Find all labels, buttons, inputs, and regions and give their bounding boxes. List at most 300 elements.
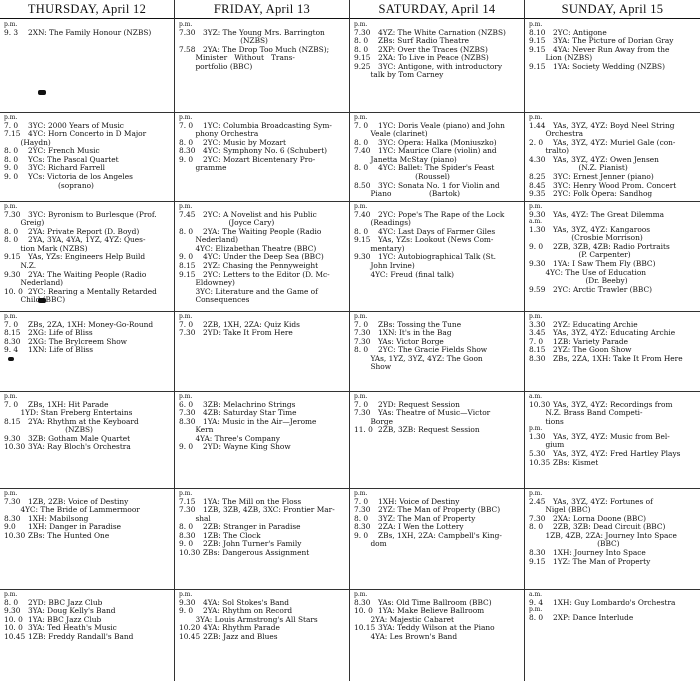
program-title: 2ZB: John Turner's Family [203, 539, 302, 549]
program-title: 2XP: Dance Interlude [553, 612, 634, 622]
program-title: 2YC: Pope's The Rape of the Lock [378, 209, 505, 219]
program-title: YAs, 3YZ, 4YZ: Kangaroos [553, 224, 651, 234]
program-continuation: Orchestra [529, 129, 584, 139]
program-continuation: Piano (Bartok) [354, 189, 461, 199]
program-time: 4.30 [529, 154, 546, 164]
program-continuation: (soprano) [4, 180, 94, 190]
program-continuation: (Readings) [354, 218, 411, 228]
program-continuation: dom [354, 539, 387, 549]
program-title: YAs, 3YZ, 4YZ: Muriel Gale (con- [553, 137, 676, 147]
program-title: YAs: Victor Borge [378, 336, 444, 346]
program-title: 2YC: Folk Opera: Sandhog [553, 189, 653, 199]
time-period-label: p.m. [179, 115, 193, 121]
program-time: 8. 0 [4, 154, 19, 164]
program-time: 9.30 [4, 606, 21, 616]
program-title: 2YA: The Drop Too Much (NZBS); [203, 44, 330, 54]
saturday-header: SATURDAY, April 14 [350, 0, 524, 19]
sunday-listing-block [529, 394, 697, 486]
program-time: 9.35 [529, 189, 546, 199]
sunday-listing-block [529, 592, 697, 680]
program-title: 1ZB: The Clock [203, 530, 261, 540]
program-listing [529, 63, 697, 72]
program-time: 9. 0 [529, 241, 544, 251]
program-time: 3.30 [529, 319, 546, 329]
program-time: 7.15 [179, 496, 196, 506]
time-period-label: p.m. [179, 22, 193, 28]
program-time: 8. 0 [4, 597, 19, 607]
program-title: YCs: The Pascal Quartet [28, 154, 119, 164]
program-continuation: (NZBS) [4, 425, 93, 435]
program-title: ZBs, 1XH: Hit Parade [28, 399, 109, 409]
program-continuation: Kern [179, 425, 214, 435]
program-continuation: N.Z. [4, 261, 37, 271]
program-title: 1YA: BBC Jazz Club [28, 614, 102, 624]
time-period-label: p.m. [354, 592, 368, 598]
program-listing [179, 549, 346, 558]
thursday-header: THURSDAY, April 12 [0, 0, 174, 19]
program-title: 2YD: Request Session [378, 399, 460, 409]
program-continuation: N.Z. Brass Band Competi- [529, 408, 643, 418]
program-time: 5.30 [529, 448, 546, 458]
program-time: 3.45 [529, 328, 546, 338]
program-time: 7.45 [179, 209, 196, 219]
saturday-listing-block [354, 394, 521, 486]
time-period-label: p.m. [529, 204, 543, 210]
program-continuation: (BBC) [529, 539, 620, 549]
program-time: 8. 0 [354, 226, 369, 236]
program-title: YAs, 4YZ: The Great Dilemma [553, 209, 665, 219]
program-title: 2YC: French Music [28, 146, 100, 156]
program-title: 2ZB, 3ZB: Request Session [378, 425, 480, 435]
program-continuation: 4YA: Three's Company [179, 433, 280, 443]
time-period-label: a.m. [529, 592, 543, 598]
program-title: 2XA: To Live in Peace (NZBS) [378, 53, 489, 63]
program-continuation: Child (BBC) [4, 295, 66, 305]
row-divider [0, 391, 700, 392]
program-title: YAs, YZs: Engineers Help Build [28, 252, 146, 262]
program-title: 2YD: Wayne King Show [203, 442, 291, 452]
time-period-label: p.m. [179, 314, 193, 320]
time-period-label: p.m. [179, 592, 193, 598]
saturday-listing-block [354, 22, 521, 110]
program-continuation: mentary) [354, 243, 405, 253]
program-title: 2YA: The Waiting People (Radio [203, 226, 322, 236]
program-time: 10.15 [354, 623, 376, 633]
program-time: 7. 0 [354, 319, 369, 329]
time-period-label: a.m. [529, 394, 543, 400]
program-continuation: Veale (clarinet) [354, 129, 428, 139]
program-time: 8. 0 [354, 44, 369, 54]
program-title: 3YC: Byronism to Burlesque (Prof. [28, 209, 157, 219]
program-title: 2YZ: Educating Archie [553, 319, 638, 329]
sunday-listing-block [529, 491, 697, 587]
program-time: 6. 0 [179, 399, 194, 409]
sunday-listing-block [529, 22, 697, 110]
program-title: 3YA: Ray Bloch's Orchestra [28, 442, 131, 452]
program-time: 8.15 [179, 261, 196, 271]
program-title: ZBs: Surf Radio Theatre [378, 36, 470, 46]
program-title: 2YA: Rhythm at the Keyboard [28, 416, 139, 426]
thursday-listing-block [4, 491, 171, 587]
program-time: 7. 0 [354, 399, 369, 409]
time-period-label: p.m. [529, 606, 543, 614]
program-title: ZBs: Dangerous Assignment [203, 548, 310, 558]
program-time: 7. 0 [4, 399, 19, 409]
program-title: 1YC: Maurice Clare (violin) and [378, 146, 497, 156]
program-title: 1XH: Danger in Paradise [28, 522, 122, 532]
time-period-label: p.m. [4, 491, 18, 497]
program-continuation: (Roussel) [354, 172, 450, 182]
program-title: 3YC: Ernest Jenner (piano) [553, 172, 654, 182]
program-time: 10. 0 [4, 623, 23, 633]
program-time: 10.30 [4, 530, 26, 540]
program-title: 3ZB: Melachrino Strings [203, 399, 296, 409]
program-time: 8.30 [354, 597, 371, 607]
program-continuation: (N.Z. Pianist) [529, 163, 628, 173]
program-time: 9.15 [354, 235, 371, 245]
program-title: 2XN: The Family Honour (NZBS) [28, 27, 152, 37]
thursday-listing-block [4, 22, 171, 110]
time-period-label: p.m. [4, 592, 18, 598]
program-time: 2. 0 [529, 137, 544, 147]
saturday-listing-block [354, 592, 521, 680]
program-title: 2YC: Rearing a Mentally Retarded [28, 286, 157, 296]
program-title: 2YC: Mozart Bicentenary Pro- [203, 154, 316, 164]
program-title: 4YA: Rhythm Parade [203, 623, 280, 633]
friday-listing-block [179, 314, 346, 389]
program-time: 10.45 [179, 631, 201, 641]
time-period-label: p.m. [4, 204, 18, 210]
program-title: YAs, 3YZ, 4YZ: Fortunes of [553, 496, 653, 506]
program-time: 10.30 [4, 442, 26, 452]
program-continuation: 3YA: Louis Armstrong's All Stars [179, 614, 318, 624]
program-title: 1YZ: The Man of Property [553, 556, 651, 566]
program-title: 4YC: Horn Concerto in D Major [28, 129, 147, 139]
program-time: 9. 4 [4, 345, 19, 355]
saturday-listing-block [354, 491, 521, 587]
program-time: 9.30 [4, 433, 21, 443]
program-title: 1XN: It's in the Bag [378, 328, 452, 338]
program-title: 1XH: Guy Lombardo's Orchestra [553, 597, 676, 607]
program-time: 7.30 [354, 505, 371, 515]
program-title: 3ZB: Gotham Male Quartet [28, 433, 131, 443]
program-title: 4YC: Symphony No. 6 (Schubert) [203, 146, 328, 156]
program-continuation: (P. Carpenter) [529, 250, 631, 260]
program-title: 2YC: Music by Mozart [203, 137, 286, 147]
program-time: 9. 0 [179, 606, 194, 616]
time-period-label: p.m. [354, 204, 368, 210]
program-title: YAs, 3YZ, 4YZ: Music from Bel- [553, 431, 670, 441]
program-continuation: 1YD: Stan Freberg Entertains [4, 408, 133, 418]
program-title: ZBs, 2ZA, 1XH: Money-Go-Round [28, 319, 154, 329]
program-time: 1.30 [529, 431, 546, 441]
program-title: 2XG: The Brylcreem Show [28, 336, 127, 346]
program-time: 7. 0 [179, 319, 194, 329]
program-time: 7.30 [354, 408, 371, 418]
program-listing [4, 532, 171, 541]
friday-listing-block [179, 394, 346, 486]
program-time: 8.15 [4, 328, 21, 338]
program-title: 2YA: Private Report (D. Boyd) [28, 226, 140, 236]
program-time: 9.15 [529, 36, 546, 46]
program-time: 7. 0 [4, 319, 19, 329]
row-divider [0, 112, 700, 113]
program-title: 2ZB, 3ZB: Dead Circuit (BBC) [553, 522, 666, 532]
program-title: 1YA: Music in the Air—Jerome [203, 416, 317, 426]
program-title: 1ZB: Freddy Randall's Band [28, 631, 134, 641]
program-time: 8.15 [4, 416, 21, 426]
program-continuation: (Crosbie Morrison) [529, 233, 643, 243]
time-period-label: p.m. [179, 204, 193, 210]
program-time: 10.35 [529, 457, 551, 467]
program-time: 7. 0 [354, 120, 369, 130]
program-time: 7. 0 [179, 120, 194, 130]
friday-listing-block [179, 592, 346, 680]
program-title: 3YA: The Picture of Dorian Gray [553, 36, 674, 46]
program-continuation: (Dr. Beeby) [529, 276, 628, 286]
program-continuation: 4YA: Les Brown's Band [354, 631, 458, 641]
program-continuation: shal [179, 513, 211, 523]
time-period-label: p.m. [529, 22, 543, 28]
program-continuation: tion Mark (NZBS) [4, 243, 88, 253]
program-continuation: Consequences [179, 295, 250, 305]
program-title: YAs, 3YZ, 4YZ: Fred Hartley Plays [553, 448, 681, 458]
time-period-label: p.m. [4, 115, 18, 121]
program-listing [529, 355, 697, 364]
program-title: 4YC: Ballet: The Spider's Feast [378, 163, 495, 173]
program-continuation: John Irvine) [354, 261, 415, 271]
program-title: YAs, 3YZ, 4YZ: Owen Jensen [553, 154, 659, 164]
program-time: 8.30 [529, 353, 546, 363]
program-title: 3YC: Richard Farrell [28, 163, 105, 173]
time-period-label: p.m. [354, 394, 368, 400]
program-time: 7.30 [4, 209, 21, 219]
program-title: 4ZB: Saturday Star Time [203, 408, 297, 418]
program-time: 10. 0 [4, 286, 23, 296]
program-continuation: Lion (NZBS) [529, 53, 593, 63]
program-title: 2YA: The Waiting People (Radio [28, 269, 147, 279]
program-time: 8. 0 [354, 163, 369, 173]
program-time: 9. 4 [529, 597, 544, 607]
program-listing [179, 329, 346, 338]
program-time: 7.40 [354, 209, 371, 219]
program-title: 1YA: Make Believe Ballroom [378, 606, 485, 616]
program-listing [179, 633, 346, 642]
program-time: 7.30 [354, 336, 371, 346]
time-period-label: p.m. [354, 491, 368, 497]
program-time: 8. 0 [4, 146, 19, 156]
program-title: 3YZ: The Young Mrs. Barrington [203, 27, 325, 37]
program-time: 7.58 [179, 44, 196, 54]
program-title: 1YA: Society Wedding (NZBS) [553, 61, 665, 71]
program-continuation: tions [529, 416, 564, 426]
program-title: 3YC: Antigone, with introductory [378, 61, 502, 71]
program-title: 2ZB, 3ZB, 4ZB: Radio Portraits [553, 241, 670, 251]
saturday-listing-block [354, 204, 521, 309]
program-title: 3YA: Doug Kelly's Band [28, 606, 116, 616]
program-title: YAs, YZs: Lookout (News Com- [378, 235, 494, 245]
program-time: 9.25 [354, 61, 371, 71]
program-continuation: Nigel (BBC) [529, 505, 591, 515]
program-time: 8. 0 [354, 36, 369, 46]
program-listing [354, 426, 521, 435]
program-continuation: 4YC: Freud (final talk) [354, 269, 455, 279]
program-time: 7. 0 [354, 496, 369, 506]
program-listing [529, 211, 697, 220]
program-title: 3YC: Henry Wood Prom. Concert [553, 180, 677, 190]
program-time: 7.30 [354, 328, 371, 338]
program-time: 9.30 [179, 597, 196, 607]
program-time: 8. 0 [4, 235, 19, 245]
program-title: 2YA, 3YA, 4YA, 1YZ, 4YZ: Ques- [28, 235, 146, 245]
program-title: 2YC: Letters to the Editor (D. Mc- [203, 269, 330, 279]
program-title: 1XH: Mabilsong [28, 513, 89, 523]
program-title: 2YC: A Novelist and his Public [203, 209, 317, 219]
program-time: 10.45 [4, 631, 26, 641]
program-title: 2YC: Arctic Trawler (BBC) [553, 284, 653, 294]
program-listing [4, 346, 171, 355]
program-title: ZBs, 1XH, 2ZA: Campbell's King- [378, 530, 502, 540]
program-time: 9.30 [354, 252, 371, 262]
program-title: YCs: Victoria de los Angeles [28, 172, 133, 182]
friday-listing-block [179, 204, 346, 309]
thursday-listing-block [4, 204, 171, 309]
program-title: YAs: Theatre of Music—Victor [378, 408, 491, 418]
program-time: 1.44 [529, 120, 546, 130]
program-time: 9. 0 [4, 163, 19, 173]
program-title: 1YA: The Mill on the Floss [203, 496, 302, 506]
program-continuation: Janetta McStay (piano) [354, 154, 457, 164]
program-time: 8.15 [529, 345, 546, 355]
program-time: 9.30 [4, 269, 21, 279]
program-time: 7.30 [529, 513, 546, 523]
program-title: 1XN: Life of Bliss [28, 345, 94, 355]
time-period-label: a.m. [529, 218, 543, 226]
program-time: 7. 0 [529, 336, 544, 346]
row-divider [0, 589, 700, 590]
program-time: 7.30 [179, 27, 196, 37]
program-time: 9. 0 [179, 442, 194, 452]
program-time: 9.15 [529, 44, 546, 54]
program-title: ZBs: The Hunted One [28, 530, 110, 540]
program-time: 1.30 [529, 224, 546, 234]
program-time: 9.0 [4, 522, 16, 532]
program-title: 4YA: Sol Stokes's Band [203, 597, 290, 607]
program-time: 8.30 [179, 416, 196, 426]
program-continuation: 3YC: Literature and the Game of [179, 286, 318, 296]
row-divider [0, 488, 700, 489]
program-time: 10.20 [179, 623, 201, 633]
time-period-label: p.m. [529, 314, 543, 320]
program-title: YAs, 3YZ, 4YZ: Educating Archie [553, 328, 676, 338]
program-time: 9.15 [4, 252, 21, 262]
program-time: 8.30 [179, 146, 196, 156]
friday-header: FRIDAY, April 13 [175, 0, 349, 19]
program-time: 7. 0 [4, 120, 19, 130]
thursday-listing-block [4, 314, 171, 389]
program-time: 10. 0 [354, 606, 373, 616]
time-period-label: p.m. [529, 115, 543, 121]
program-time: 8. 0 [529, 612, 544, 622]
program-title: YAs, 3YZ, 4YZ: Boyd Neel String [553, 120, 675, 130]
column-divider [349, 0, 350, 681]
program-continuation: 4YC: Elizabethan Theatre (BBC) [179, 243, 317, 253]
program-time: 10.30 [179, 548, 201, 558]
program-title: ZBs: Kismet [553, 457, 599, 467]
thursday-listing-block [4, 394, 171, 486]
saturday-listing-block [354, 115, 521, 199]
program-time: 9. 0 [179, 252, 194, 262]
program-listing [179, 443, 346, 452]
time-period-label: p.m. [4, 314, 18, 320]
program-title: 2YD: Take It From Here [203, 328, 293, 338]
row-divider [0, 311, 700, 312]
program-title: 1XH: Voice of Destiny [378, 496, 460, 506]
program-time: 9.15 [529, 61, 546, 71]
program-continuation: (Haydn) [4, 137, 51, 147]
thursday-listing-block [4, 592, 171, 680]
program-time: 8. 0 [179, 522, 194, 532]
time-period-label: p.m. [354, 22, 368, 28]
program-title: 2YD: BBC Jazz Club [28, 597, 103, 607]
program-title: 2ZA: I Wen the Lottery [378, 522, 464, 532]
program-listing [529, 286, 697, 295]
program-continuation: Nederland) [4, 278, 64, 288]
program-title: 2YZ: The Goon Show [553, 345, 632, 355]
program-title: 2ZB: Stranger in Paradise [203, 522, 301, 532]
program-continuation: talk by Tom Carney [354, 70, 444, 80]
program-title: 2ZB: Jazz and Blues [203, 631, 278, 641]
program-time: 7.30 [179, 505, 196, 515]
time-period-label: p.m. [4, 394, 18, 400]
sunday-listing-block [529, 314, 697, 389]
program-title: ZBs, 2ZA, 1XH: Take It From Here [553, 353, 683, 363]
program-continuation: (NZBS) [179, 36, 268, 46]
program-title: 4YA: Never Run Away from the [553, 44, 670, 54]
program-continuation: Eldowney) [179, 278, 235, 288]
program-time: 8. 0 [354, 513, 369, 523]
program-time: 9. 0 [179, 539, 194, 549]
program-title: 3YZ: The Man of Property [378, 513, 476, 523]
program-time: 7.30 [179, 328, 196, 338]
program-time: 8. 0 [179, 137, 194, 147]
program-time: 9. 0 [354, 530, 369, 540]
program-time: 9. 0 [4, 172, 19, 182]
program-time: 7.15 [4, 129, 21, 139]
program-title: 3YC: 2000 Years of Music [28, 120, 124, 130]
program-time: 2.45 [529, 496, 546, 506]
program-continuation: phony Orchestra [179, 129, 259, 139]
program-listing [4, 443, 171, 452]
program-continuation: (Joyce Cary) [179, 218, 275, 228]
program-title: 2YC: The Gracie Fields Show [378, 345, 488, 355]
sunday-header: SUNDAY, April 15 [525, 0, 700, 19]
program-continuation: Borge [354, 416, 393, 426]
program-listing [529, 459, 697, 468]
program-title: 3YA: Ted Heath's Music [28, 623, 117, 633]
program-continuation: 4YC: The Bride of Lammermoor [4, 505, 140, 515]
program-title: 4YC: Last Days of Farmer Giles [378, 226, 496, 236]
program-time: 8. 0 [179, 226, 194, 236]
program-title: YAs, 3YZ, 4YZ: Recordings from [553, 399, 673, 409]
program-title: 1ZB, 2ZB: Voice of Destiny [28, 496, 129, 506]
time-period-label: p.m. [354, 115, 368, 121]
program-continuation: Show [354, 362, 392, 372]
program-title: YAs: Old Time Ballroom (BBC) [378, 597, 492, 607]
program-time: 8. 0 [4, 226, 19, 236]
row-divider [0, 201, 700, 202]
program-time: 7.40 [354, 146, 371, 156]
